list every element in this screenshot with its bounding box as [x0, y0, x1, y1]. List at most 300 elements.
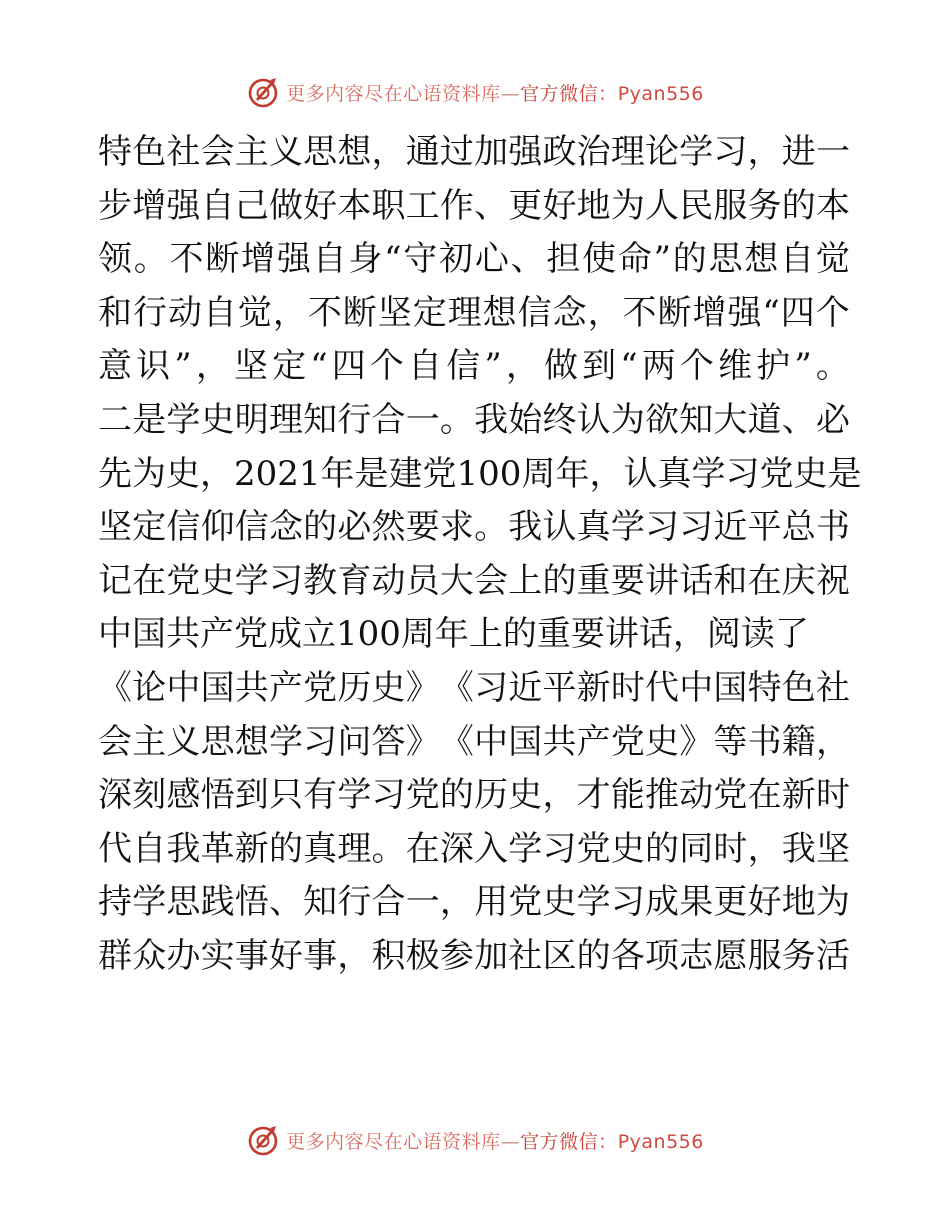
text-glyph: 讲 — [604, 614, 639, 655]
text-glyph: 断 — [205, 239, 240, 280]
text-glyph: 和 — [713, 560, 748, 601]
text-glyph: 务 — [747, 185, 782, 226]
text-glyph: 史 — [610, 828, 645, 869]
text-glyph: 在 — [132, 560, 167, 601]
text-glyph: 党 — [234, 614, 268, 655]
text-glyph: 理 — [268, 399, 303, 440]
text-glyph: 近 — [713, 507, 748, 548]
text-glyph: ， — [200, 453, 234, 494]
text-glyph: 共 — [542, 721, 577, 762]
text-glyph: 历 — [337, 667, 372, 708]
text-glyph: 的 — [576, 935, 611, 976]
text-glyph: 众 — [132, 935, 167, 976]
text-glyph: 学 — [234, 560, 269, 601]
text-glyph: 信 — [234, 507, 269, 548]
text-glyph: 合 — [371, 882, 406, 923]
text-glyph: 产 — [576, 721, 611, 762]
text-glyph: 参 — [439, 935, 474, 976]
text-glyph: 治 — [576, 132, 611, 172]
text-glyph: 讲 — [645, 560, 679, 601]
text-glyph: 两 — [641, 346, 676, 387]
text-glyph: 服 — [747, 935, 782, 976]
text-glyph: 主 — [132, 721, 167, 762]
text-glyph: 认 — [623, 453, 658, 494]
text-glyph: 道 — [747, 399, 782, 440]
text-glyph: 好 — [303, 185, 338, 226]
text-glyph: 领 — [98, 239, 132, 280]
text-glyph: 增 — [241, 239, 276, 280]
text-glyph: ， — [589, 453, 624, 494]
text-glyph: 习 — [610, 882, 645, 923]
text-line — [98, 287, 850, 341]
text-glyph: ， — [371, 132, 406, 172]
text-glyph: 各 — [610, 935, 645, 976]
text-glyph: 地 — [781, 882, 816, 923]
text-glyph: 习 — [713, 132, 748, 172]
text-glyph: 己 — [234, 185, 269, 226]
text-glyph: 代 — [98, 828, 132, 869]
text-glyph: 义 — [166, 721, 201, 762]
text-line — [98, 394, 850, 448]
brand-logo-icon — [246, 75, 280, 109]
text-glyph: 。 — [133, 239, 168, 280]
text-line — [98, 233, 850, 287]
text-glyph: 是 — [132, 399, 167, 440]
text-glyph: 重 — [576, 560, 611, 601]
text-glyph: 党 — [610, 721, 645, 762]
text-line — [98, 501, 850, 555]
text-glyph: 务 — [781, 935, 816, 976]
text-line — [98, 448, 862, 502]
text-glyph: 政 — [542, 132, 577, 172]
text-glyph: 色 — [781, 667, 816, 708]
text-glyph: 个 — [679, 346, 714, 387]
text-glyph: 社 — [815, 667, 850, 708]
text-glyph: 认 — [542, 507, 577, 548]
text-glyph: 理 — [447, 292, 482, 333]
text-glyph: 产 — [268, 667, 303, 708]
text-glyph: 周 — [400, 614, 435, 655]
text-glyph: “ — [620, 346, 638, 387]
document-body — [98, 126, 862, 984]
text-glyph: 100 — [456, 453, 522, 494]
text-glyph: 命 — [617, 239, 652, 280]
text-glyph: 学 — [166, 399, 201, 440]
text-glyph: 》 — [405, 721, 440, 762]
text-glyph: 我 — [508, 507, 543, 548]
text-glyph: 党 — [759, 453, 794, 494]
text-glyph: 终 — [542, 399, 577, 440]
text-glyph: 不 — [622, 292, 657, 333]
text-glyph: 社 — [166, 132, 201, 172]
text-glyph: 二 — [98, 399, 132, 440]
text-glyph: 习 — [371, 775, 406, 816]
text-glyph: 义 — [268, 132, 303, 172]
text-glyph: 中 — [98, 614, 132, 655]
text-glyph: 作 — [439, 185, 474, 226]
text-glyph: 心 — [474, 239, 509, 280]
header-banner — [0, 72, 950, 112]
text-glyph: 认 — [576, 399, 611, 440]
text-glyph: 员 — [405, 560, 440, 601]
text-glyph: 本 — [815, 185, 850, 226]
text-glyph: 自 — [408, 346, 443, 387]
text-glyph: 的 — [439, 775, 474, 816]
text-glyph: 史 — [508, 775, 543, 816]
text-glyph: 增 — [692, 292, 727, 333]
text-glyph: 育 — [337, 560, 372, 601]
text-glyph: 教 — [303, 560, 338, 601]
header-separator: — — [500, 82, 521, 105]
text-glyph: 学 — [679, 132, 714, 172]
header-site-text: 更多内容尽在心语资料库 — [286, 82, 501, 105]
text-glyph: 新 — [234, 828, 269, 869]
text-glyph: 中 — [679, 667, 714, 708]
text-glyph: 推 — [645, 775, 679, 816]
text-glyph: 强 — [166, 185, 201, 226]
text-glyph: 党 — [713, 775, 748, 816]
text-glyph: 习 — [645, 507, 679, 548]
text-glyph: 果 — [679, 882, 714, 923]
text-glyph: 学 — [691, 453, 726, 494]
text-glyph: 时 — [713, 828, 748, 869]
text-glyph: 行 — [337, 399, 372, 440]
text-glyph: 平 — [747, 507, 782, 548]
text-glyph: 习 — [725, 453, 760, 494]
text-glyph: 一 — [815, 132, 850, 172]
text-glyph: 。 — [439, 399, 474, 440]
text-glyph: 是 — [827, 453, 862, 494]
text-glyph: 过 — [439, 132, 474, 172]
text-glyph: 》 — [679, 721, 714, 762]
footer-banner-text — [286, 1127, 704, 1154]
footer-site-text: 更多内容尽在心语资料库 — [286, 1130, 501, 1153]
text-line — [98, 876, 850, 930]
text-glyph: 理 — [610, 132, 645, 172]
text-glyph: 真 — [576, 507, 611, 548]
text-glyph: 学 — [268, 721, 303, 762]
text-glyph: 合 — [371, 399, 406, 440]
text-glyph: ， — [542, 775, 577, 816]
text-glyph: 思 — [166, 882, 201, 923]
text-glyph: 要 — [610, 560, 645, 601]
brand-logo-icon — [246, 1123, 280, 1157]
text-glyph: 区 — [542, 935, 577, 976]
text-glyph: 党 — [166, 560, 201, 601]
text-glyph: 成 — [645, 882, 679, 923]
text-glyph: 真 — [657, 453, 692, 494]
text-glyph: 代 — [645, 667, 679, 708]
text-glyph: 护 — [756, 346, 791, 387]
text-glyph: 特 — [98, 132, 132, 172]
footer-banner — [0, 1120, 950, 1160]
text-glyph: 为 — [132, 453, 166, 494]
text-glyph: 一 — [405, 882, 440, 923]
text-glyph: 初 — [439, 239, 474, 280]
text-glyph: 成 — [268, 614, 302, 655]
text-glyph: 人 — [645, 185, 679, 226]
text-glyph: 加 — [474, 132, 509, 172]
text-glyph: 身 — [348, 239, 383, 280]
text-glyph: 地 — [576, 185, 611, 226]
text-glyph: 党 — [303, 667, 338, 708]
text-glyph: 国 — [132, 614, 166, 655]
text-glyph: 论 — [132, 667, 167, 708]
text-glyph: 《 — [439, 721, 474, 762]
text-glyph: ， — [439, 882, 474, 923]
text-glyph: 守 — [403, 239, 438, 280]
text-glyph: 才 — [576, 775, 611, 816]
header-banner-text — [286, 79, 704, 106]
text-glyph: 《 — [98, 667, 132, 708]
text-glyph: 四 — [780, 292, 815, 333]
text-glyph: 好 — [268, 935, 303, 976]
text-glyph: 国 — [200, 667, 235, 708]
text-glyph: 习 — [679, 507, 714, 548]
text-glyph: 色 — [132, 132, 167, 172]
text-glyph: 书 — [747, 721, 782, 762]
text-glyph: 时 — [610, 667, 645, 708]
text-glyph: 本 — [337, 185, 372, 226]
text-glyph: 意 — [98, 346, 132, 387]
text-glyph: 想 — [744, 239, 779, 280]
text-glyph: 想 — [234, 721, 269, 762]
text-glyph: 定 — [412, 292, 447, 333]
text-glyph: “ — [310, 346, 328, 387]
text-glyph: 为 — [610, 185, 645, 226]
text-glyph: ， — [747, 132, 782, 172]
text-line — [98, 662, 850, 716]
text-glyph: ” — [484, 346, 502, 387]
text-glyph: 持 — [98, 882, 132, 923]
text-glyph: 共 — [234, 667, 269, 708]
text-glyph: 的 — [542, 560, 577, 601]
text-glyph: 不 — [307, 292, 342, 333]
text-glyph: 是 — [354, 453, 389, 494]
text-glyph: 学 — [576, 882, 611, 923]
text-glyph: ， — [672, 614, 707, 655]
text-glyph: 想 — [337, 132, 372, 172]
footer-official-label: 官方微信： — [520, 1130, 618, 1153]
text-glyph: 办 — [166, 935, 201, 976]
text-glyph: 时 — [815, 775, 850, 816]
text-glyph: 愿 — [713, 935, 748, 976]
text-glyph: 大 — [439, 560, 474, 601]
text-glyph: 想 — [482, 292, 517, 333]
text-glyph: 我 — [781, 828, 816, 869]
text-glyph: 四 — [331, 346, 366, 387]
text-glyph: 深 — [98, 775, 132, 816]
text-glyph: 强 — [508, 132, 543, 172]
text-glyph: 理 — [337, 828, 372, 869]
text-glyph: 史 — [200, 560, 235, 601]
text-glyph: ， — [272, 292, 307, 333]
text-glyph: 服 — [713, 185, 748, 226]
text-glyph: ， — [815, 721, 850, 762]
text-glyph: 项 — [645, 935, 679, 976]
text-glyph: ， — [587, 292, 622, 333]
text-glyph: 党 — [422, 453, 457, 494]
text-glyph: 坚 — [233, 346, 268, 387]
text-glyph: 自 — [202, 292, 237, 333]
text-glyph: 国 — [713, 667, 748, 708]
text-glyph: 使 — [582, 239, 617, 280]
text-glyph: ， — [747, 828, 782, 869]
text-glyph: 习 — [542, 828, 577, 869]
text-glyph: 年 — [434, 614, 469, 655]
text-glyph: 行 — [132, 292, 167, 333]
text-line — [98, 716, 850, 770]
text-glyph: 悟 — [234, 882, 269, 923]
text-line — [98, 180, 850, 234]
text-glyph: 定 — [272, 346, 307, 387]
text-glyph: 年 — [555, 453, 590, 494]
text-line — [98, 555, 850, 609]
text-glyph: 断 — [657, 292, 692, 333]
text-glyph: 工 — [405, 185, 440, 226]
text-glyph: ” — [174, 346, 192, 387]
text-glyph: 史 — [371, 667, 406, 708]
text-glyph: 志 — [679, 935, 714, 976]
text-line — [98, 823, 850, 877]
text-glyph: 强 — [727, 292, 762, 333]
text-glyph: 为 — [815, 882, 850, 923]
text-glyph: 了 — [774, 614, 809, 655]
text-glyph: 更 — [508, 185, 543, 226]
text-glyph: 我 — [474, 399, 509, 440]
text-glyph: 产 — [200, 614, 234, 655]
text-glyph: 必 — [337, 507, 372, 548]
text-glyph: 刻 — [132, 775, 167, 816]
text-glyph: 必 — [815, 399, 850, 440]
text-glyph: 主 — [234, 132, 269, 172]
text-glyph: 然 — [371, 507, 406, 548]
text-glyph: 《 — [439, 667, 474, 708]
text-glyph: 党 — [508, 882, 543, 923]
text-glyph: 上 — [468, 614, 503, 655]
text-glyph: 的 — [781, 185, 816, 226]
text-glyph: 同 — [679, 828, 714, 869]
text-glyph: 欲 — [645, 399, 679, 440]
text-glyph: 国 — [508, 721, 543, 762]
text-glyph: 职 — [371, 185, 406, 226]
text-glyph: 入 — [474, 828, 509, 869]
text-glyph: 庆 — [781, 560, 816, 601]
text-glyph: 年 — [320, 453, 355, 494]
text-glyph: 学 — [337, 775, 372, 816]
text-glyph: 记 — [98, 560, 132, 601]
text-glyph: 》 — [405, 667, 440, 708]
text-glyph: 觉 — [237, 292, 272, 333]
text-glyph: 100 — [336, 614, 401, 655]
text-glyph: 悟 — [200, 775, 235, 816]
text-glyph: 共 — [166, 614, 200, 655]
text-glyph: 要 — [570, 614, 605, 655]
text-glyph: 社 — [508, 935, 543, 976]
text-glyph: 问 — [337, 721, 372, 762]
text-glyph: 步 — [98, 185, 132, 226]
text-glyph: 立 — [302, 614, 336, 655]
text-glyph: 通 — [405, 132, 440, 172]
text-glyph: 积 — [371, 935, 406, 976]
text-glyph: 习 — [474, 667, 509, 708]
text-glyph: ” — [653, 239, 672, 280]
text-glyph: 念 — [552, 292, 587, 333]
text-glyph: ， — [195, 346, 230, 387]
text-glyph: 增 — [132, 185, 167, 226]
text-glyph: 。 — [474, 507, 509, 548]
text-glyph: 思 — [708, 239, 743, 280]
text-glyph: 个 — [815, 292, 850, 333]
text-glyph: 强 — [276, 239, 311, 280]
text-glyph: 中 — [166, 667, 201, 708]
text-glyph: 活 — [815, 935, 850, 976]
text-glyph: 群 — [98, 935, 132, 976]
text-glyph: 信 — [517, 292, 552, 333]
text-glyph: 、 — [474, 185, 509, 226]
text-glyph: 党 — [576, 828, 611, 869]
text-glyph: 籍 — [781, 721, 816, 762]
text-glyph: 加 — [474, 935, 509, 976]
text-glyph: 近 — [508, 667, 543, 708]
text-glyph: 觉 — [815, 239, 850, 280]
text-glyph: 历 — [474, 775, 509, 816]
text-glyph: 好 — [542, 185, 577, 226]
text-glyph: 话 — [679, 560, 714, 601]
text-glyph: 、 — [510, 239, 545, 280]
text-glyph: 祝 — [815, 560, 850, 601]
text-glyph: ， — [505, 346, 540, 387]
text-glyph: 在 — [747, 560, 782, 601]
text-glyph: ， — [337, 935, 372, 976]
text-glyph: 自 — [780, 239, 815, 280]
text-glyph: 革 — [200, 828, 235, 869]
text-glyph: 深 — [439, 828, 474, 869]
text-glyph: 史 — [542, 882, 577, 923]
text-glyph: 坚 — [377, 292, 412, 333]
text-glyph: 话 — [638, 614, 673, 655]
text-glyph: 平 — [542, 667, 577, 708]
text-glyph: 担 — [546, 239, 581, 280]
text-glyph: 维 — [718, 346, 753, 387]
text-glyph: 在 — [405, 828, 440, 869]
text-glyph: ” — [794, 346, 812, 387]
text-glyph: 自 — [132, 828, 167, 869]
text-glyph: 史 — [645, 721, 679, 762]
text-glyph: 史 — [793, 453, 828, 494]
text-glyph: 有 — [303, 775, 338, 816]
text-glyph: 新 — [781, 775, 816, 816]
text-glyph: 等 — [713, 721, 748, 762]
text-glyph: 在 — [747, 775, 782, 816]
text-glyph: 、 — [268, 882, 303, 923]
text-glyph: 党 — [405, 775, 440, 816]
text-glyph: 实 — [200, 935, 235, 976]
text-glyph: 不 — [169, 239, 204, 280]
text-glyph: 上 — [508, 560, 543, 601]
text-glyph: 做 — [268, 185, 303, 226]
text-glyph: 个 — [369, 346, 404, 387]
text-glyph: 论 — [645, 132, 679, 172]
text-glyph: 定 — [132, 507, 167, 548]
text-glyph: 的 — [303, 507, 338, 548]
text-line — [98, 769, 850, 823]
text-glyph: “ — [762, 292, 780, 333]
text-glyph: 感 — [166, 775, 201, 816]
text-glyph: 事 — [303, 935, 338, 976]
text-glyph: 自 — [312, 239, 347, 280]
text-glyph: 习 — [268, 560, 303, 601]
